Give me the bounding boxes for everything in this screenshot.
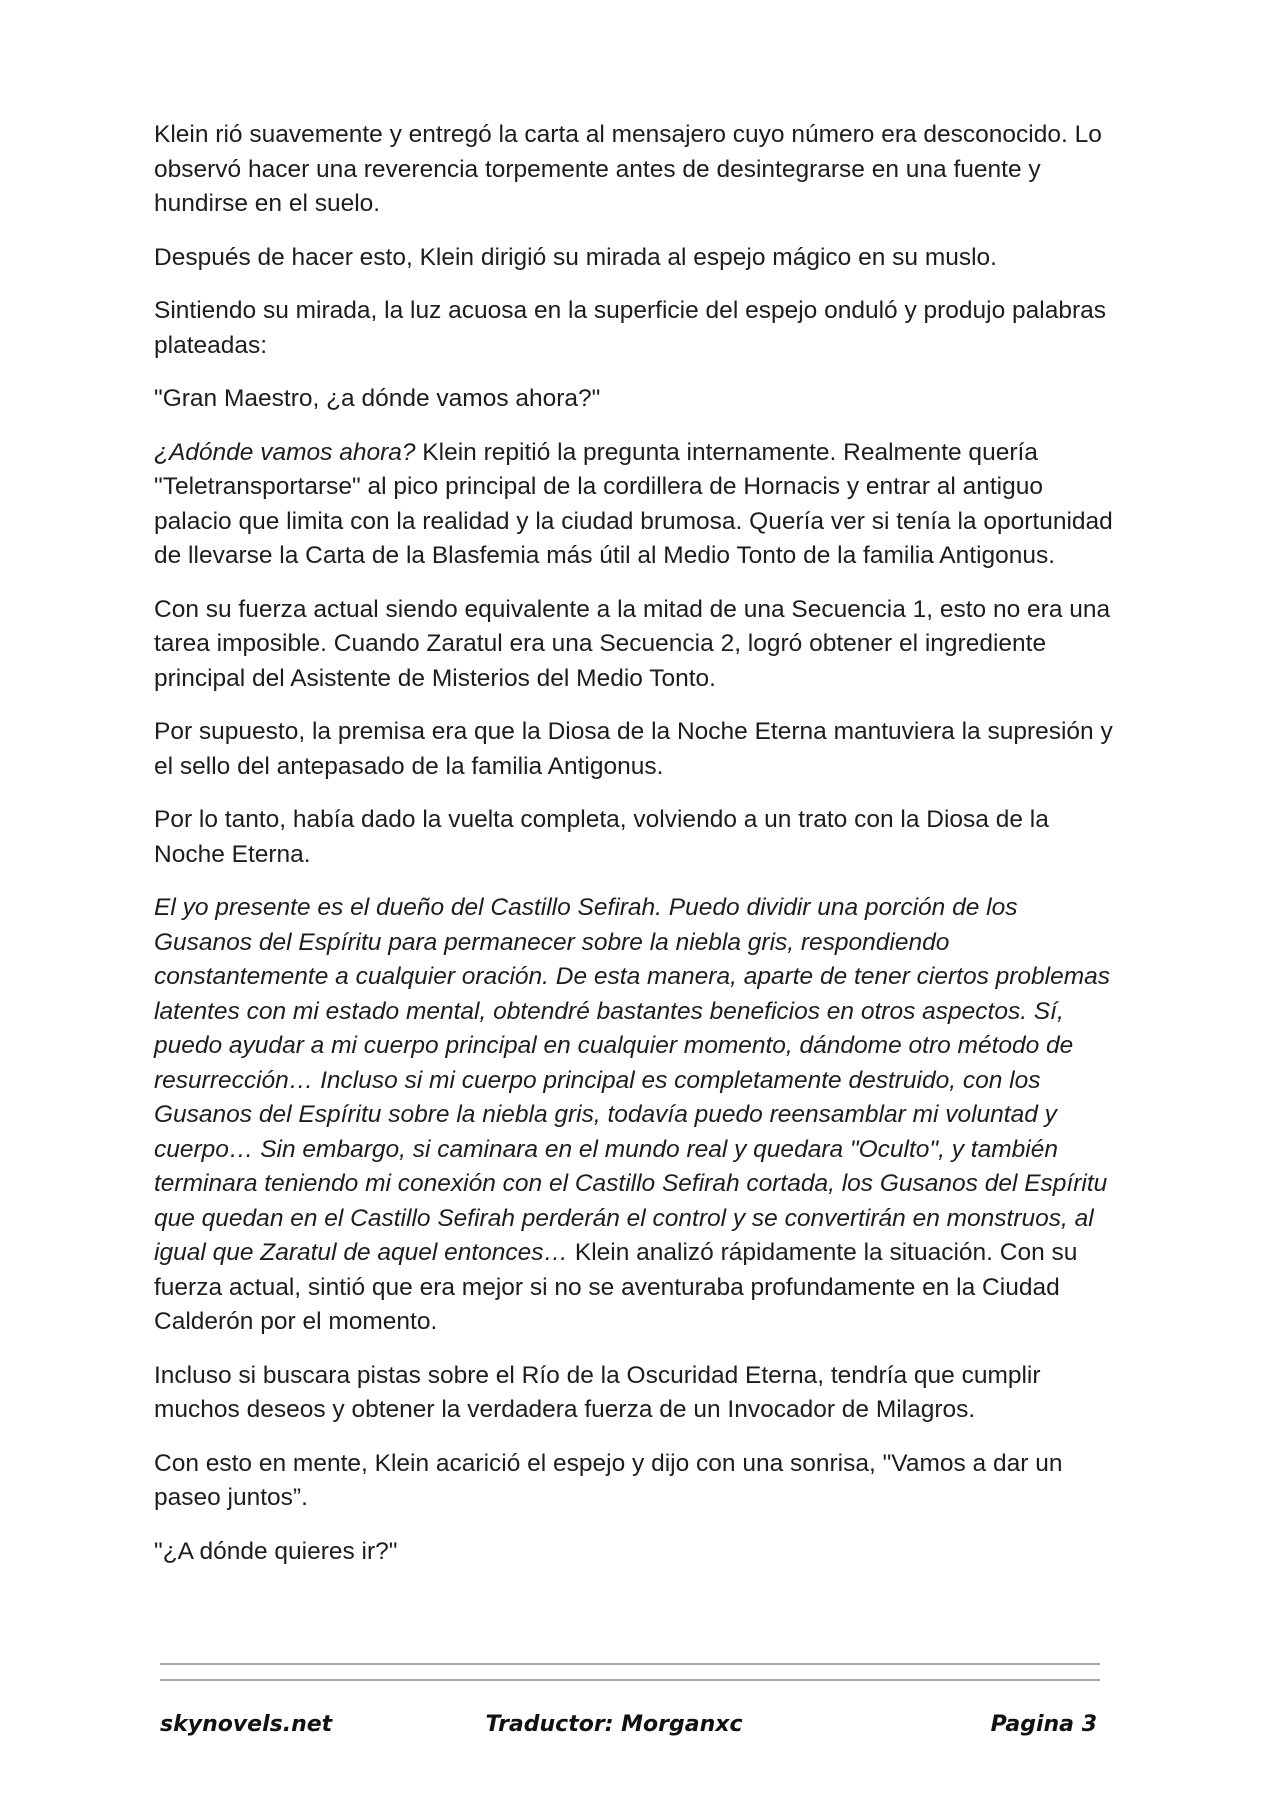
text-run: Por supuesto, la premisa era que la Diosa de la Noche Eterna mantuviera la supresión y el sello del antepasado de la familia Antigonus. <box>154 718 1113 780</box>
paragraph <box>154 382 1114 417</box>
text-run: "¿A dónde quieres ir?" <box>154 1537 398 1565</box>
paragraph <box>154 891 1114 1340</box>
text-run: Klein rió suavemente y entregó la carta al mensajero cuyo número era desconocido. Lo observó hacer una reverencia torpemente antes de desintegrarse en una fuente y hundirse en el suelo. <box>154 121 1102 217</box>
paragraph <box>154 803 1114 872</box>
paragraph <box>154 593 1114 697</box>
text-run: Sintiendo su mirada, la luz acuosa en la superficie del espejo onduló y produjo palabras plateadas: <box>154 297 1107 359</box>
paragraph <box>154 1359 1114 1428</box>
paragraph <box>154 715 1114 784</box>
text-run: Klein analizó rápidamente la situación. Con su fuerza actual, sintió que era mejor si no se aventuraba profundamente en la Ciudad Calderón por el momento. <box>154 1239 1078 1335</box>
text-run: Klein repitió la pregunta internamente. Realmente quería "Teletransportarse" al pico principal de la cordillera de Hornacis y entrar al antiguo palacio que limita con la realidad y la ciudad brumosa. Quería ver si tenía la oportunidad de llevarse la Carta de la Blasfemia más útil al Medio Tonto de la familia Antigonus. <box>154 438 1113 569</box>
footer-rule-top <box>160 1663 1100 1665</box>
footer-page-number: Pagina 3 <box>990 1712 1097 1737</box>
paragraph <box>154 294 1114 363</box>
paragraph <box>154 1535 1114 1570</box>
paragraph <box>154 241 1114 276</box>
text-run: Con esto en mente, Klein acarició el espejo y dijo con una sonrisa, "Vamos a dar un paseo juntos”. <box>154 1449 1063 1511</box>
footer-translator: Traductor: Morganxc <box>485 1712 743 1737</box>
text-run: Por lo tanto, había dado la vuelta completa, volviendo a un trato con la Diosa de la Noche Eterna. <box>154 806 1049 868</box>
text-run: "Gran Maestro, ¿a dónde vamos ahora?" <box>154 385 601 412</box>
paragraph <box>154 118 1114 222</box>
paragraph <box>154 436 1114 574</box>
footer-rule-bottom <box>160 1679 1100 1681</box>
document-body <box>154 118 1114 1588</box>
italic-text: ¿Adónde vamos ahora? <box>154 438 416 466</box>
text-run: Con su fuerza actual siendo equivalente a la mitad de una Secuencia 1, esto no era una tarea imposible. Cuando Zaratul era una Secuencia 2, logró obtener el ingrediente principal del Asistente de Misterios del Medio Tonto. <box>154 595 1111 692</box>
italic-text: El yo presente es el dueño del Castillo Sefirah. Puedo dividir una porción de los Gusanos del Espíritu para permanecer sobre la niebla gris, respondiendo constantemente a cualquier oración. De esta manera, aparte de tener ciertos problemas latentes con mi estado mental, obtendré bastantes beneficios en otros aspectos. Sí, puedo ayudar a mi cuerpo principal en cualquier momento, dándome otro método de resurrección… Incluso si mi cuerpo principal es completamente destruido, con los Gusanos del Espíritu sobre la niebla gris, todavía puedo reensamblar mi voluntad y cuerpo… Sin embargo, si caminara en el mundo real y quedara "Oculto", y también terminara teniendo mi conexión con el Castillo Sefirah cortada, los Gusanos del Espíritu que quedan en el Castillo Sefirah perderán el control y se convertirán en monstruos, al igual que Zaratul de aquel entonces… <box>154 894 1111 1266</box>
text-run: Después de hacer esto, Klein dirigió su mirada al espejo mágico en su muslo. <box>154 243 997 271</box>
text-run: Incluso si buscara pistas sobre el Río de la Oscuridad Eterna, tendría que cumplir muchos deseos y obtener la verdadera fuerza de un Invocador de Milagros. <box>154 1361 1041 1423</box>
footer-site: skynovels.net <box>160 1712 333 1737</box>
paragraph <box>154 1447 1114 1516</box>
